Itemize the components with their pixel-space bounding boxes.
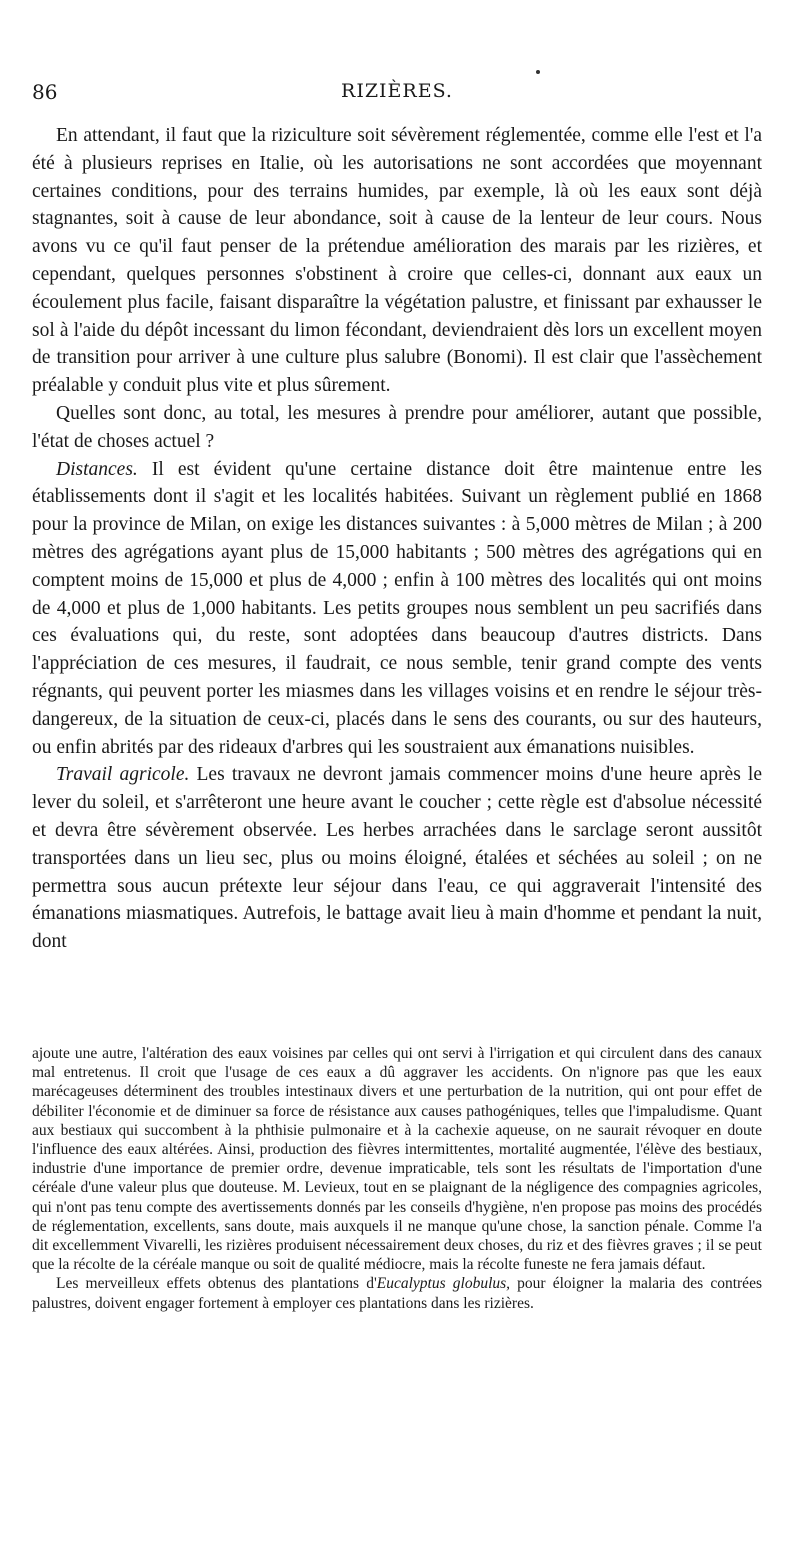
paragraph (32, 456, 762, 762)
paragraph-text: Il est évident qu'une certaine distance doit être maintenue entre les établissements dont il s'agit et les localités habitées. Suivant un règlement publié en 1868 pour la province de Milan, on exige les distances suivantes : à 5,000 mètres de Milan ; à 200 mètres des agrégations ayant plus de 15,000 habitants ; 500 mètres des agrégations qui en comptent moins de 15,000 et plus de 4,000 ; enfin à 100 mètres des localités qui ont moins de 4,000 et plus de 1,000 habitants. Les petits groupes nous semblent un peu sacrifiés dans ces évaluations qui, du reste, sont adoptées dans beaucoup d'autres districts. Dans l'appréciation de ces mesures, il faudrait, ce nous semble, tenir grand compte des vents régnants, qui peuvent porter les miasmes dans les villages voisins et en rendre le séjour très-dangereux, de la situation de ceux-ci, placés dans le sens des courants, ou sur des hauteurs, ou enfin abrités par des rideaux d'arbres qui les soustraient aux émanations nuisibles. (32, 458, 763, 758)
paragraph-text: Les travaux ne devront jamais commencer moins d'une heure après le lever du soleil, et s'arrêteront une heure avant le coucher ; cette règle est d'absolue nécessité et devra être sévèrement observée. Les herbes arrachées dans le sarclage seront aussitôt transportées dans un lieu sec, plus ou moins éloigné, étalées et séchées au soleil ; on ne permettra sous aucun prétexte leur séjour dans l'eau, ce qui aggraverait l'intensité des émanations miasmatiques. Autrefois, le battage avait lieu à main d'homme et pendant la nuit, dont (32, 764, 763, 953)
paragraph (32, 761, 762, 956)
page-header (32, 80, 762, 110)
paragraph: Quelles sont donc, au total, les mesures à prendre pour améliorer, autant que possible, l'état de choses actuel ? (32, 402, 762, 452)
footnotes (32, 1044, 762, 1313)
paragraph: En attendant, il faut que la riziculture soit sévèrement réglementée, comme elle l'est et l'a été à plusieurs reprises en Italie, où les autorisations ne sont accordées que moyennant certaines conditions, pour des terrains humides, par exemple, là où les eaux sont déjà stagnantes, soit à cause de leur abondance, soit à cause de la lenteur de leur cours. Nous avons vu ce qu'il faut penser de la prétendue amélioration des marais par les rizières, et cependant, quelques personnes s'obstinent à croire que celles-ci, donnant aux eaux un écoulement plus facile, faisant disparaître la végétation palustre, et finissant par exhausser le sol à l'aide du dépôt incessant du limon fécondant, deviendraient dès lors un excellent moyen de transition pour arriver à une culture plus salubre (Bonomi). Il est clair que l'assèchement préalable y conduit plus vite et plus sûrement. (32, 125, 762, 397)
paragraph-lead: Distances. (56, 458, 138, 480)
paragraph-lead: Travail agricole. (56, 764, 190, 786)
footnote-text: Les merveilleux effets obtenus des plantations d' (56, 1275, 377, 1293)
running-title: RIZIÈRES. (341, 80, 453, 102)
main-text (32, 122, 762, 956)
page-number: 86 (32, 80, 58, 104)
species-name: Eucalyptus globulus, (376, 1275, 511, 1293)
print-speck (536, 70, 540, 74)
footnote-text: pour éloigner la malaria des contrées palustres, doivent engager fortement à employer ces plantations dans les rizières. (32, 1275, 762, 1312)
footnote-continuation: ajoute une autre, l'altération des eaux voisines par celles qui ont servi à l'irrigation et qui circulent dans des canaux mal entretenus. Il croit que l'usage de ces eaux a dû aggraver les accidents. On n'ignore pas que les eaux marécageuses déterminent des troubles intestinaux divers et une perturbation de la nutrition, qui ont pour effet de débiliter l'économie et de diminuer sa force de résistance aux causes pathogéniques, telles que l'impaludisme. Quant aux bestiaux qui succombent à la phthisie pulmonaire et à la cachexie aqueuse, on ne saurait révoquer en doute l'influence des eaux altérées. Ainsi, production des fièvres intermittentes, mortalité augmentée, l'élève des bestiaux, industrie d'une importance de premier ordre, devenue impraticable, tels sont les résultats de l'importation d'une céréale d'une valeur plus que douteuse. M. Levieux, tout en se plaignant de la négligence des compagnies agricoles, qui n'ont pas tenu compte des avertissements donnés par les conseils d'hygiène, n'en propose pas moins des procédés de réglementation, excellents, sans doute, mais auxquels il ne manque qu'une chose, la sanction pénale. Comme l'a dit excellemment Vivarelli, les rizières produisent nécessairement deux choses, du riz et des fièvres graves ; il se peut que la récolte de la céréale manque ou soit de qualité médiocre, mais la récolte funeste ne fera jamais défaut. (32, 1045, 762, 1274)
footnote (32, 1274, 762, 1312)
